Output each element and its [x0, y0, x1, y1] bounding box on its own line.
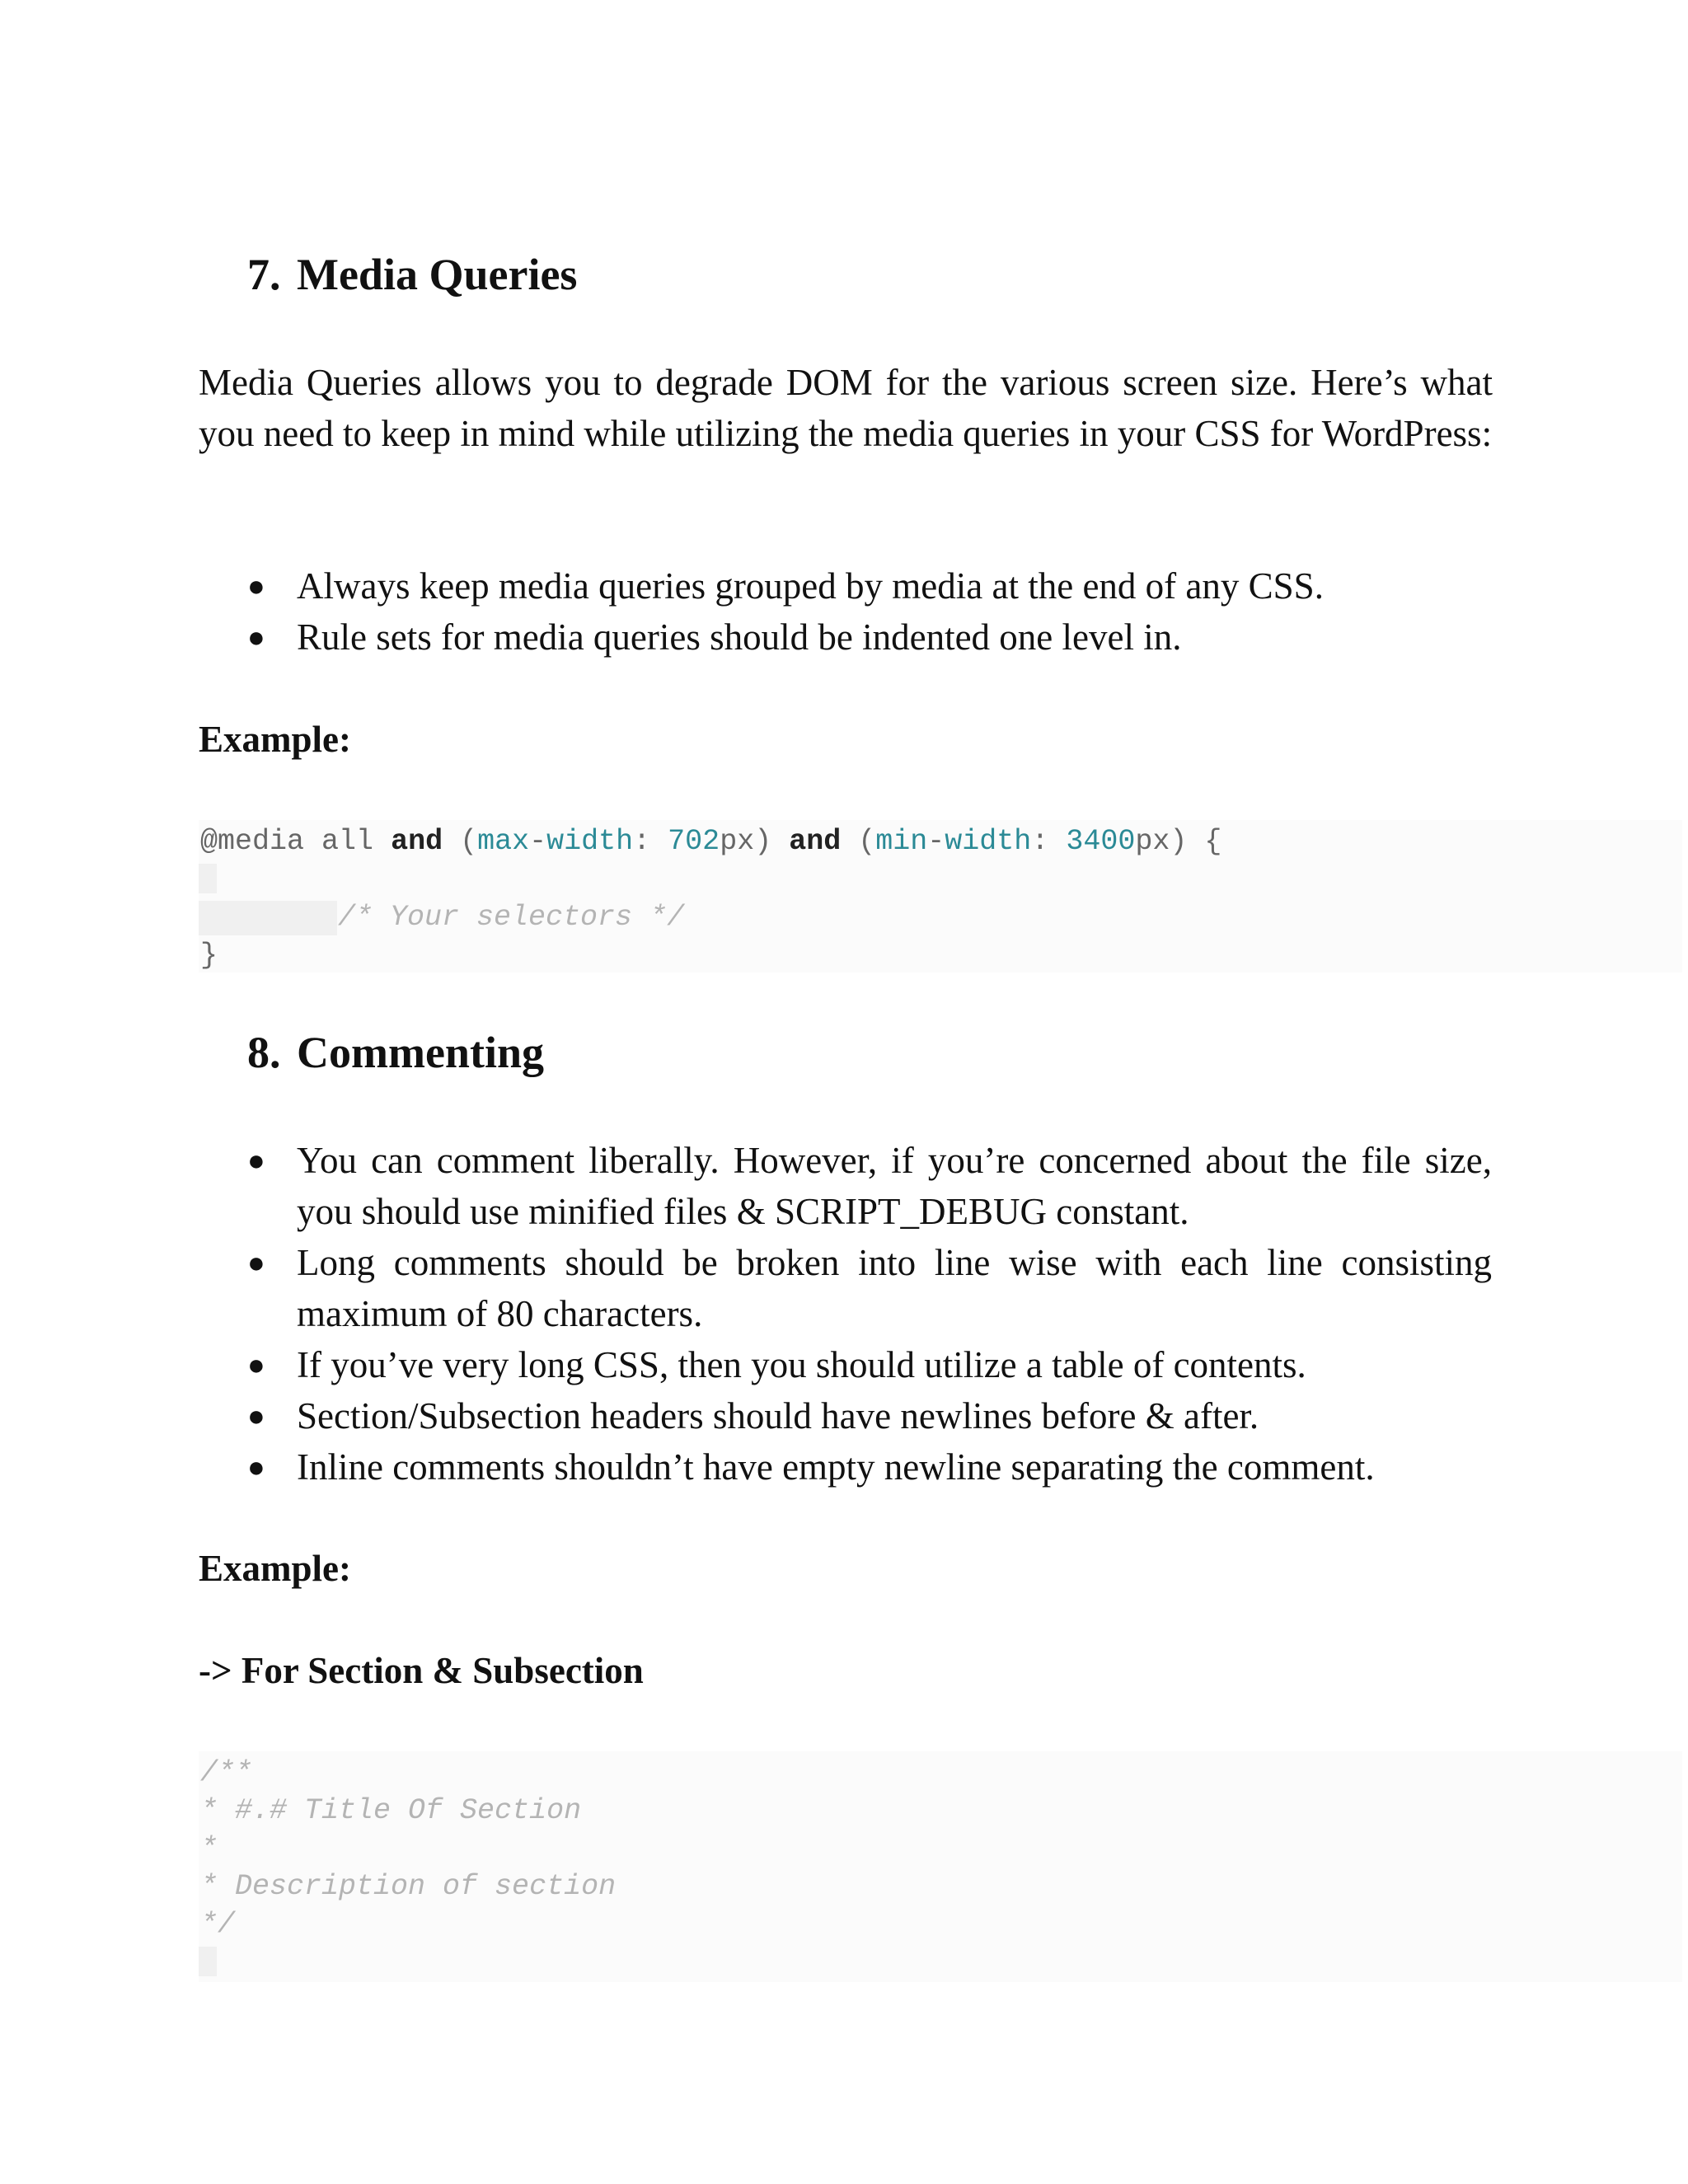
list-item: [247, 1135, 1492, 1237]
code-property: max: [477, 825, 530, 858]
code-comment: /**: [200, 1756, 253, 1789]
list-item-text: Long comments should be broken into line wise with each line consisting maximum of 80 characters.: [297, 1242, 1492, 1334]
code-property: min: [875, 825, 928, 858]
code-token: (: [841, 825, 876, 858]
code-token: }: [200, 939, 218, 972]
code-block-section-comment: [199, 1751, 1682, 1982]
list-item: [247, 1390, 1492, 1441]
code-number: 3400: [1066, 825, 1136, 858]
bullet-icon: ●: [247, 1348, 265, 1381]
list-item: [247, 612, 1492, 663]
intro-paragraph: Media Queries allows you to degrade DOM for the various screen size. Here’s what you need to keep in mind while utilizing the media queries in your CSS for WordPress:: [199, 362, 1493, 454]
code-property: width: [546, 825, 634, 858]
list-item-text: Inline comments shouldn’t have empty newline separating the comment.: [297, 1446, 1375, 1488]
code-empty-line: [199, 1947, 217, 1976]
code-line: [200, 936, 218, 974]
bullet-icon: ●: [247, 1246, 265, 1279]
code-indent: [199, 901, 337, 935]
code-keyword: and: [391, 825, 443, 858]
list-item-text: You can comment liberally. However, if you’re concerned about the file size, you should use minified files & SCRIPT_DEBUG constant.: [297, 1140, 1492, 1232]
code-line: [200, 1754, 252, 1792]
section-heading-media-queries: [247, 249, 824, 300]
code-comment: */: [200, 1908, 236, 1941]
code-line: [200, 823, 1221, 860]
code-empty-line: [199, 864, 217, 893]
code-comment: *: [200, 1832, 218, 1865]
code-token: -: [529, 825, 547, 858]
code-token: px): [720, 825, 772, 858]
list-item: [247, 1441, 1492, 1493]
subsection-label: -> For Section & Subsection: [199, 1650, 644, 1691]
code-comment-line: [338, 898, 684, 936]
section-title: Commenting: [297, 1028, 544, 1077]
code-keyword: and: [789, 825, 842, 858]
bullet-icon: ●: [247, 569, 265, 602]
code-token: px) {: [1135, 825, 1222, 858]
bullet-icon: ●: [247, 1144, 265, 1177]
code-comment: * #.# Title Of Section: [200, 1794, 582, 1827]
list-item-text: If you’ve very long CSS, then you should utilize a table of contents.: [297, 1344, 1306, 1385]
section-number: 8.: [247, 1028, 281, 1077]
code-token: @media all: [200, 825, 374, 858]
list-item: [247, 560, 1492, 612]
example-label: Example:: [199, 1548, 351, 1589]
code-line: [200, 1905, 235, 1943]
list-item-text: Section/Subsection headers should have newlines before & after.: [297, 1395, 1259, 1436]
bullet-icon: ●: [247, 1399, 265, 1432]
example-label: Example:: [199, 719, 351, 760]
bullet-icon: ●: [247, 621, 265, 654]
code-token: :: [633, 825, 668, 858]
list-item: [247, 1339, 1492, 1390]
code-line: [200, 1868, 616, 1905]
code-token: (: [443, 825, 478, 858]
section-heading-commenting: [247, 1027, 824, 1078]
list-item: [247, 1237, 1492, 1339]
section-number: 7.: [247, 250, 281, 299]
code-property: width: [945, 825, 1032, 858]
section-title: Media Queries: [297, 250, 578, 299]
code-comment: /* Your selectors */: [338, 901, 685, 934]
bullet-icon: ●: [247, 1451, 265, 1483]
code-token: -: [927, 825, 945, 858]
code-line: [200, 1792, 581, 1830]
code-comment: * Description of section: [200, 1870, 617, 1903]
list-item-text: Always keep media queries grouped by media at the end of any CSS.: [297, 565, 1324, 607]
code-token: :: [1031, 825, 1067, 858]
code-line: [200, 1830, 218, 1868]
list-item-text: Rule sets for media queries should be indented one level in.: [297, 616, 1182, 658]
code-number: 702: [668, 825, 720, 858]
